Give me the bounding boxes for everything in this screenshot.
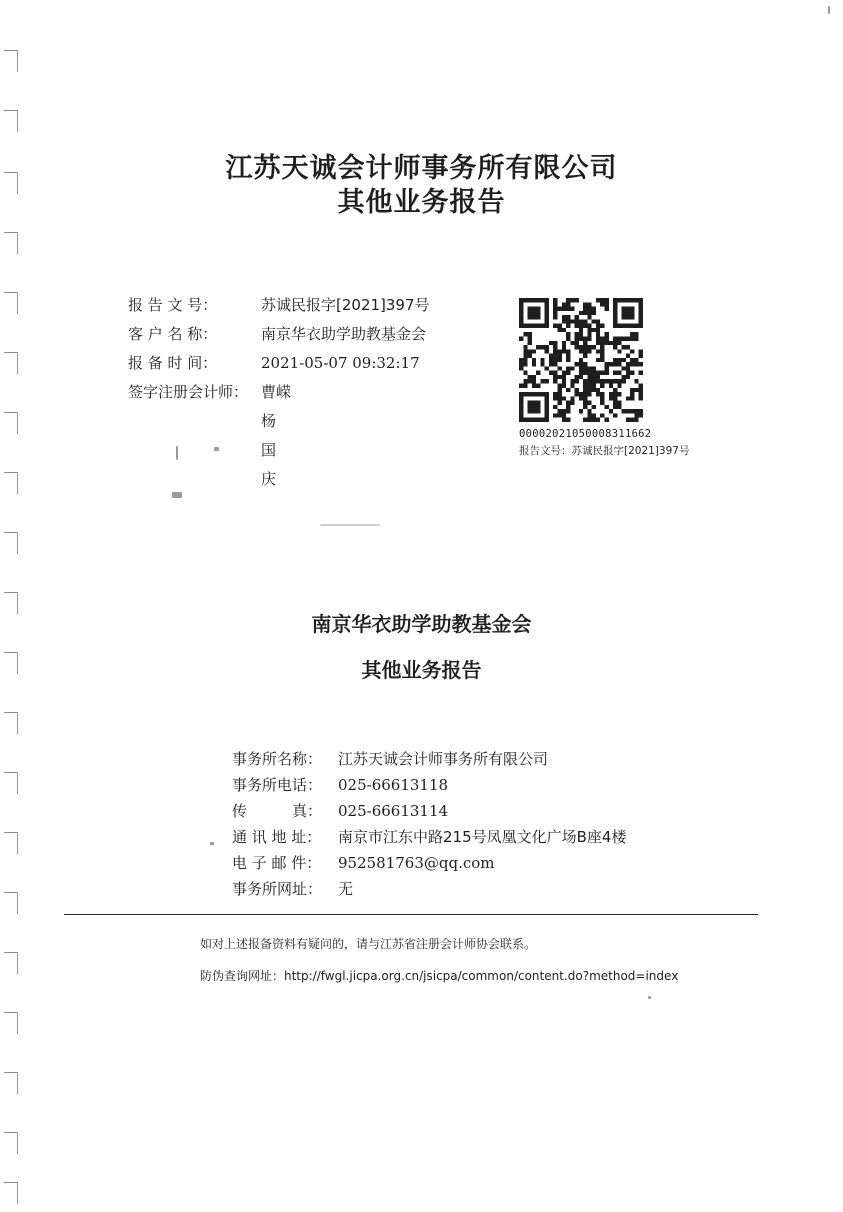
qr-code bbox=[519, 298, 643, 422]
firm-name-label: 事务所名称： bbox=[232, 750, 323, 768]
firm-address-label: 通 讯 地 址： bbox=[232, 828, 322, 846]
verify-url: 防伪查询网址：http://fwgl.jicpa.org.cn/jsicpa/common/content.do?method=index bbox=[200, 969, 679, 983]
firm-website-row bbox=[232, 876, 354, 902]
report-number-row bbox=[128, 291, 430, 320]
firm-fax-label: 传 真： bbox=[232, 802, 323, 820]
cover-report-title: 其他业务报告 bbox=[361, 658, 482, 682]
firm-phone-value: 025-66613118 bbox=[338, 776, 449, 794]
report-number-label: 报 告 文 号： bbox=[128, 296, 218, 314]
firm-fax-value: 025-66613114 bbox=[338, 802, 449, 820]
firm-address-value: 南京市江东中路215号凤凰文化广场B座4楼 bbox=[338, 828, 627, 846]
report-info bbox=[128, 291, 430, 488]
firm-address-row bbox=[232, 824, 627, 850]
accountant-label: 签字注册会计师： bbox=[128, 383, 249, 401]
firm-phone-row bbox=[232, 772, 449, 798]
firm-fax-row bbox=[232, 798, 449, 824]
report-number-value: 苏诚民报字[2021]397号 bbox=[261, 296, 430, 314]
firm-info bbox=[232, 746, 627, 902]
scan-speck bbox=[320, 524, 380, 526]
scan-speck bbox=[210, 842, 214, 845]
footer-divider bbox=[64, 914, 758, 915]
filing-time-row bbox=[128, 349, 420, 378]
scan-speck bbox=[648, 996, 651, 999]
filing-time-value: 2021-05-07 09:32:17 bbox=[261, 354, 420, 372]
firm-title: 江苏天诚会计师事务所有限公司 bbox=[225, 153, 618, 184]
scan-speck bbox=[828, 6, 830, 14]
firm-name-value: 江苏天诚会计师事务所有限公司 bbox=[338, 750, 549, 768]
filing-time-label: 报 备 时 间： bbox=[128, 354, 218, 372]
firm-email-value: 952581763@qq.com bbox=[338, 854, 495, 872]
client-name-row bbox=[128, 320, 427, 349]
qr-serial: 00002021050008311662 bbox=[519, 428, 652, 440]
scan-speck bbox=[214, 447, 219, 451]
firm-email-row bbox=[232, 850, 495, 876]
accountant-value-2: 杨国庆 bbox=[261, 412, 277, 488]
firm-website-value: 无 bbox=[338, 880, 354, 898]
firm-phone-label: 事务所电话： bbox=[232, 776, 323, 794]
qr-report-number: 报告文号：苏诚民报字[2021]397号 bbox=[519, 445, 690, 457]
accountant-row-2 bbox=[128, 407, 277, 488]
client-name-value: 南京华衣助学助教基金会 bbox=[261, 325, 427, 343]
firm-email-label: 电 子 邮 件： bbox=[232, 854, 322, 872]
inquiry-note: 如对上述报备资料有疑问的，请与江苏省注册会计师协会联系。 bbox=[200, 937, 537, 951]
scan-speck bbox=[172, 492, 182, 498]
firm-website-label: 事务所网址： bbox=[232, 880, 323, 898]
firm-name-row bbox=[232, 746, 549, 772]
cover-client-name: 南京华衣助学助教基金会 bbox=[311, 612, 532, 636]
accountant-value: 曹嵘 bbox=[261, 383, 292, 401]
accountant-row bbox=[128, 378, 292, 407]
report-title: 其他业务报告 bbox=[337, 187, 506, 218]
scan-speck bbox=[176, 446, 178, 460]
client-name-label: 客 户 名 称： bbox=[128, 325, 218, 343]
